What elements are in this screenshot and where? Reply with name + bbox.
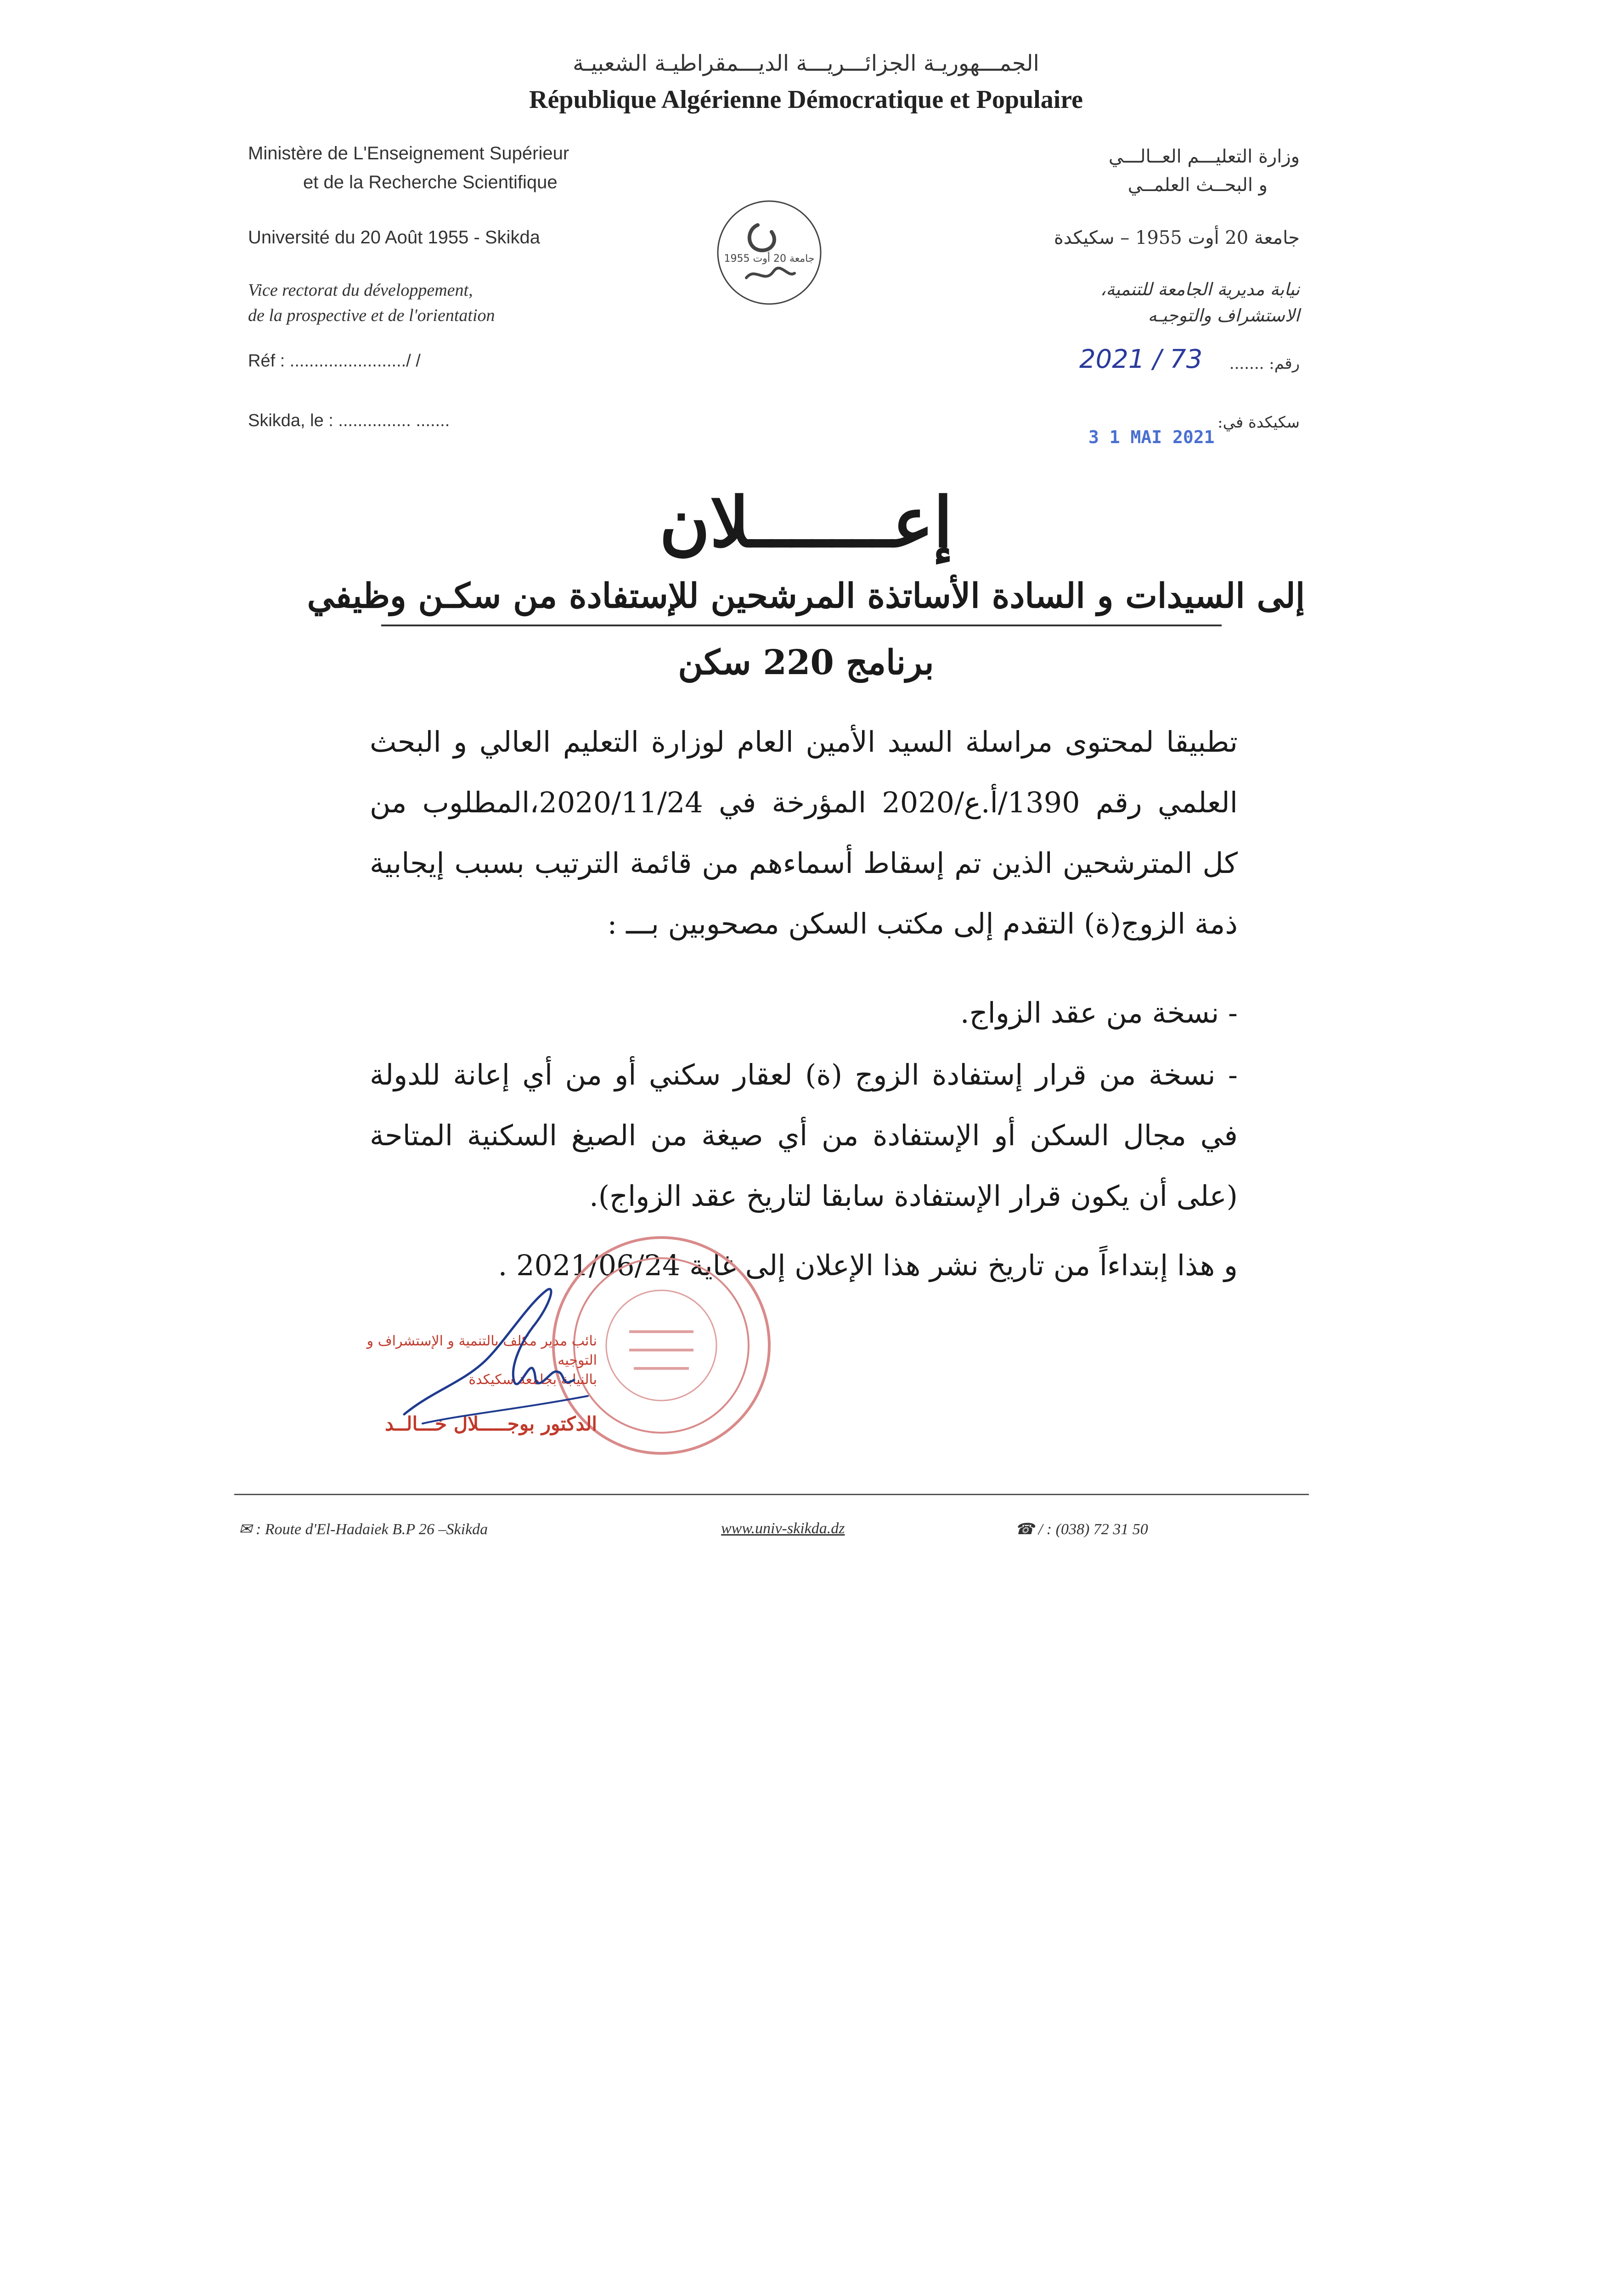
announcement-title: إعـــــــلان	[659, 482, 953, 563]
ministry-arabic-line2: و البحــث العلمــي	[1127, 174, 1268, 196]
footer-phone-text: / : (038) 72 31 50	[1038, 1521, 1148, 1538]
footer-divider	[234, 1494, 1309, 1495]
announcement-subtitle: إلى السيدات و السادة الأساتذة المرشحين للإستفادة من سكـن وظيفي	[307, 576, 1305, 616]
vice-rectorat-french-line1: Vice rectorat du développement,	[248, 281, 473, 300]
ministry-arabic-line1: وزارة التعليـــم العــالـــي	[1108, 146, 1300, 167]
vice-rectorat-arabic-line1: نيابة مديرية الجامعة للتنمية،	[1100, 279, 1300, 299]
reference-french: Réf : ......................../ /	[248, 351, 421, 371]
vice-rectorat-arabic-line2: الاستشراف والتوجيـه	[1148, 305, 1300, 326]
republic-name-french: République Algérienne Démocratique et Populaire	[529, 85, 1083, 114]
university-french: Université du 20 Août 1955 - Skikda	[248, 227, 540, 248]
announcement-paragraph: تطبيقا لمحتوى مراسلة السيد الأمين العام لوزارة التعليم العالي و البحث العلمي رقم 1390/أ.ع/2020 المؤرخة في 2020/11/24،المطلوب من كل المترشحين الذين تم إسقاط أسماءهم من قائمة الترتيب بسبب إيجابية ذمة الزوج(ة) التقدم إلى مكتب السكن مصحوبين بـــ :	[370, 725, 1238, 940]
signatory-name: الدكتور بوجـــــلال خـــالــد	[385, 1412, 597, 1435]
signatory-title-line2: بالنيابة بجامعة سكيكدة	[468, 1372, 597, 1388]
footer-address: ✉ : Route d'El-Hadaiek B.P 26 –Skikda	[239, 1521, 488, 1538]
date-arabic-label: سكيكدة في:	[1217, 413, 1300, 432]
signatory-title-line1: نائب مدير مكلف بالتنمية و الإستشراف و التوجيه	[366, 1333, 597, 1368]
required-document-item: - نسخة من عقد الزواج.	[960, 996, 1238, 1030]
date-french: Skikda, le : ............... .......	[248, 411, 450, 430]
reference-arabic-label: رقم: .......	[1229, 355, 1300, 373]
deadline-sentence: و هذا إبتداءاً من تاريخ نشر هذا الإعلان إلى غاية 2021/06/24 .	[498, 1249, 1238, 1282]
footer-phone: ☎ / : (038) 72 31 50	[1015, 1521, 1148, 1538]
subtitle-underline	[381, 625, 1222, 626]
vice-rectorat-french-line2: de la prospective et de l'orientation	[248, 306, 495, 325]
handwritten-signature-icon	[395, 1277, 606, 1433]
footer-address-text: : Route d'El-Hadaiek B.P 26 –Skikda	[256, 1521, 488, 1538]
university-logo-icon	[714, 197, 824, 308]
ministry-french-line2: et de la Recherche Scientifique	[303, 172, 558, 192]
ministry-french-line1: Ministère de L'Enseignement Supérieur	[248, 143, 569, 163]
university-arabic: جامعة 20 أوت 1955 – سكيكدة	[1054, 227, 1300, 248]
reference-handwritten-number: 2021 / 73	[1079, 344, 1203, 374]
logo-text: جامعة 20 أوت 1955	[724, 253, 815, 264]
date-stamp: 3 1 MAI 2021	[1088, 427, 1215, 447]
housing-program: برنامج 220 سكن	[678, 643, 934, 682]
republic-name-arabic: الجمـــهوريـة الجزائـــريـــة الديـــمقراطيـة الشعبيـة	[573, 51, 1039, 76]
required-document-item: - نسخة من قرار إستفادة الزوج (ة) لعقار سكني أو من أي إعانة للدولة في مجال السكن أو الإستفادة من أي صيغة من الصيغ السكنية المتاحة (على أن يكون قرار الإستفادة سابقا لتاريخ عقد الزواج).	[370, 1058, 1238, 1213]
footer-website-link[interactable]: www.univ-skikda.dz	[721, 1520, 845, 1537]
